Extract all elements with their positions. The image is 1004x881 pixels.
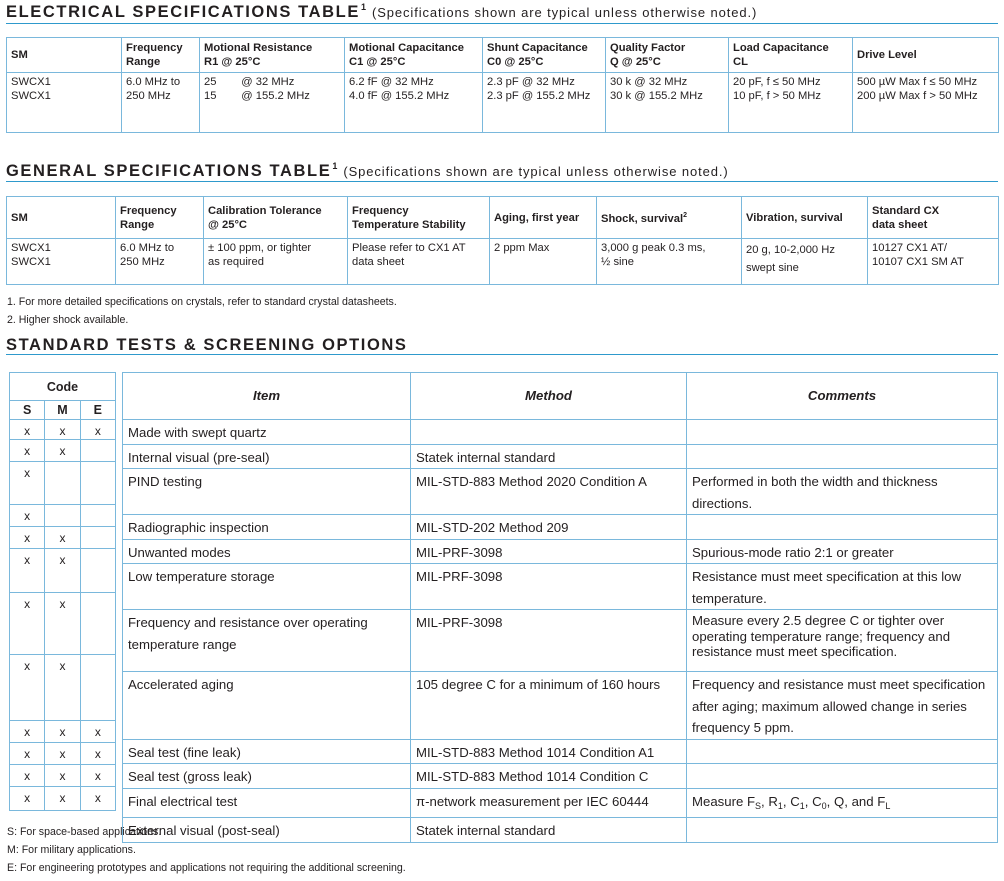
tests-cell-comments: Spurious-mode ratio 2:1 or greater	[687, 539, 998, 564]
cell-shunt-capacitance: 2.3 pF @ 32 MHz 2.3 pF @ 155.2 MHz	[483, 73, 606, 133]
tests-cell-comments	[687, 515, 998, 540]
electrical-spec-table	[6, 37, 999, 133]
code-row	[10, 787, 116, 811]
tests-cell-comments	[687, 444, 998, 469]
cell-frequency-temp-stability: Please refer to CX1 AT data sheet	[348, 239, 490, 285]
tests-cell-comments: Measure $F_S$, $R_1$, $C_1$, $C_0$, Q, and $F_L$	[687, 788, 998, 818]
legend-m: M: For military applications.	[7, 844, 136, 856]
header-load-capacitance: Load Capacitance CL	[729, 38, 853, 73]
tests-cell-method: MIL-PRF-3098	[411, 564, 687, 610]
tests-row	[123, 444, 998, 469]
tests-cell-comments: Measure every 2.5 degree C or tighter over operating temperature range; frequency and resistance must meet specification.	[687, 610, 998, 672]
tests-header-row	[123, 373, 998, 420]
code-cell-s: x	[10, 787, 45, 811]
cell-standard-cx: 10127 CX1 AT/ 10107 CX1 SM AT	[868, 239, 999, 285]
code-cell-m: x	[45, 765, 80, 787]
code-row	[10, 743, 116, 765]
header-motional-resistance: Motional Resistance R1 @ 25°C	[200, 38, 345, 73]
tests-cell-comments: Resistance must meet specification at this low temperature.	[687, 564, 998, 610]
tests-cell-item: Accelerated aging	[123, 672, 411, 740]
cell-quality-factor: 30 k @ 32 MHz 30 k @ 155.2 MHz	[606, 73, 729, 133]
electrical-header-row	[7, 38, 999, 73]
code-cell-m	[45, 462, 80, 505]
header-quality-factor: Quality Factor Q @ 25°C	[606, 38, 729, 73]
code-col-e: E	[80, 401, 115, 420]
code-col-m: M	[45, 401, 80, 420]
code-row	[10, 765, 116, 787]
code-cell-s: x	[10, 593, 45, 655]
code-cell-m: x	[45, 721, 80, 743]
code-cell-s: x	[10, 549, 45, 593]
general-header-row	[7, 197, 999, 239]
code-cell-m: x	[45, 527, 80, 549]
tests-row	[123, 539, 998, 564]
code-row	[10, 527, 116, 549]
general-spec-table	[6, 196, 999, 285]
tests-row	[123, 515, 998, 540]
tests-cell-comments: Frequency and resistance must meet specification after aging; maximum allowed change in series frequency 5 ppm.	[687, 672, 998, 740]
tests-cell-comments	[687, 739, 998, 764]
code-cell-e	[80, 549, 115, 593]
code-row	[10, 655, 116, 721]
tests-cell-item: Internal visual (pre-seal)	[123, 444, 411, 469]
header-frequency-temp-stability: Frequency Temperature Stability	[348, 197, 490, 239]
electrical-section-title: ELECTRICAL SPECIFICATIONS TABLE$^1$ (Specifications shown are typical unless otherwise noted.)	[6, 2, 758, 21]
code-cell-s: x	[10, 505, 45, 527]
code-cell-e	[80, 440, 115, 462]
legend-e: E: For engineering prototypes and applications not requiring the additional screening.	[7, 862, 406, 874]
code-row	[10, 420, 116, 440]
code-cell-e: x	[80, 721, 115, 743]
cell-frequency-range: 6.0 MHz to 250 MHz	[116, 239, 204, 285]
header-item: Item	[123, 373, 411, 420]
tests-cell-item: Radiographic inspection	[123, 515, 411, 540]
cell-sm: SWCX1 SWCX1	[7, 239, 116, 285]
tests-row	[123, 564, 998, 610]
tests-cell-method: 105 degree C for a minimum of 160 hours	[411, 672, 687, 740]
code-cell-e	[80, 593, 115, 655]
code-cell-m: x	[45, 787, 80, 811]
code-cell-e: x	[80, 420, 115, 440]
tests-row	[123, 739, 998, 764]
footnote-2: 2. Higher shock available.	[7, 314, 129, 326]
tests-cell-comments	[687, 764, 998, 789]
tests-cell-item: PIND testing	[123, 469, 411, 515]
tests-cell-method: MIL-PRF-3098	[411, 539, 687, 564]
tests-cell-item: Seal test (fine leak)	[123, 739, 411, 764]
cell-sm: SWCX1 SWCX1	[7, 73, 122, 133]
tests-section-title: STANDARD TESTS & SCREENING OPTIONS	[6, 336, 408, 354]
general-data-row	[7, 239, 999, 285]
tests-row	[123, 788, 998, 818]
tests-cell-item: Unwanted modes	[123, 539, 411, 564]
code-row	[10, 462, 116, 505]
code-cell-e	[80, 462, 115, 505]
header-shunt-capacitance: Shunt Capacitance C0 @ 25°C	[483, 38, 606, 73]
code-cell-m: x	[45, 549, 80, 593]
header-calibration-tolerance: Calibration Tolerance @ 25°C	[204, 197, 348, 239]
cell-calibration-tolerance: ± 100 ppm, or tighter as required	[204, 239, 348, 285]
cell-shock: 3,000 g peak 0.3 ms, ½ sine	[597, 239, 742, 285]
tests-title-rule	[6, 354, 998, 355]
tests-cell-method: MIL-STD-202 Method 209	[411, 515, 687, 540]
code-cell-s: x	[10, 743, 45, 765]
code-cell-m: x	[45, 743, 80, 765]
tests-cell-comments: Performed in both the width and thickness directions.	[687, 469, 998, 515]
code-cell-s: x	[10, 721, 45, 743]
code-cell-e: x	[80, 743, 115, 765]
code-cell-m	[45, 505, 80, 527]
tests-cell-method: MIL-PRF-3098	[411, 610, 687, 672]
code-col-s: S	[10, 401, 45, 420]
tests-cell-method: Statek internal standard	[411, 818, 687, 843]
code-cell-s: x	[10, 527, 45, 549]
header-method: Method	[411, 373, 687, 420]
tests-cell-method	[411, 420, 687, 445]
electrical-data-row	[7, 73, 999, 133]
header-sm: SM	[7, 38, 122, 73]
tests-cell-method: π-network measurement per IEC 60444	[411, 788, 687, 818]
tests-cell-comments	[687, 420, 998, 445]
tests-row	[123, 420, 998, 445]
code-cell-s: x	[10, 765, 45, 787]
cell-drive-level: 500 µW Max f ≤ 50 MHz 200 µW Max f > 50 MHz	[853, 73, 999, 133]
tests-row	[123, 764, 998, 789]
code-row	[10, 440, 116, 462]
code-row	[10, 721, 116, 743]
cell-vibration: 20 g, 10-2,000 Hz swept sine	[742, 239, 868, 285]
cell-load-capacitance: 20 pF, f ≤ 50 MHz 10 pF, f > 50 MHz	[729, 73, 853, 133]
code-header: Code	[10, 373, 116, 401]
tests-cell-item: Low temperature storage	[123, 564, 411, 610]
code-cell-e	[80, 655, 115, 721]
tests-cell-method: MIL-STD-883 Method 1014 Condition A1	[411, 739, 687, 764]
tests-table	[122, 372, 998, 843]
cell-motional-resistance: 25 @ 32 MHz 15 @ 155.2 MHz	[200, 73, 345, 133]
cell-frequency-range: 6.0 MHz to 250 MHz	[122, 73, 200, 133]
tests-cell-item: Made with swept quartz	[123, 420, 411, 445]
tests-row	[123, 818, 998, 843]
code-cell-s: x	[10, 462, 45, 505]
header-frequency-range: Frequency Range	[122, 38, 200, 73]
cell-motional-capacitance: 6.2 fF @ 32 MHz 4.0 fF @ 155.2 MHz	[345, 73, 483, 133]
code-cell-s: x	[10, 655, 45, 721]
code-cell-m: x	[45, 440, 80, 462]
code-cell-e	[80, 527, 115, 549]
tests-cell-item: External visual (post-seal)	[123, 818, 411, 843]
code-row	[10, 505, 116, 527]
tests-cell-method: Statek internal standard	[411, 444, 687, 469]
tests-cell-item: Final electrical test	[123, 788, 411, 818]
general-title-rule	[6, 181, 998, 182]
cell-aging: 2 ppm Max	[490, 239, 597, 285]
header-aging: Aging, first year	[490, 197, 597, 239]
electrical-title-rule	[6, 23, 998, 24]
tests-cell-item: Frequency and resistance over operating temperature range	[123, 610, 411, 672]
code-cell-m: x	[45, 420, 80, 440]
tests-cell-item: Seal test (gross leak)	[123, 764, 411, 789]
code-row	[10, 593, 116, 655]
code-cell-s: x	[10, 420, 45, 440]
header-sm: SM	[7, 197, 116, 239]
code-cell-m: x	[45, 655, 80, 721]
tests-row	[123, 469, 998, 515]
header-comments: Comments	[687, 373, 998, 420]
footnote-1: 1. For more detailed specifications on crystals, refer to standard crystal datasheets.	[7, 296, 397, 308]
header-standard-cx: Standard CX data sheet	[868, 197, 999, 239]
code-cell-e: x	[80, 787, 115, 811]
tests-cell-comments	[687, 818, 998, 843]
legend-s: S: For space-based applications.	[7, 826, 162, 838]
header-vibration: Vibration, survival	[742, 197, 868, 239]
code-cell-e	[80, 505, 115, 527]
header-frequency-range: Frequency Range	[116, 197, 204, 239]
tests-row	[123, 610, 998, 672]
code-table	[9, 372, 116, 811]
general-section-title: GENERAL SPECIFICATIONS TABLE$^1$ (Specifications shown are typical unless otherwise noted.)	[6, 161, 729, 180]
tests-cell-method: MIL-STD-883 Method 1014 Condition C	[411, 764, 687, 789]
tests-cell-method: MIL-STD-883 Method 2020 Condition A	[411, 469, 687, 515]
code-cell-s: x	[10, 440, 45, 462]
header-drive-level: Drive Level	[853, 38, 999, 73]
tests-row	[123, 672, 998, 740]
code-row	[10, 549, 116, 593]
header-shock: Shock, survival$^2$	[597, 197, 742, 239]
code-cell-e: x	[80, 765, 115, 787]
code-cell-m: x	[45, 593, 80, 655]
header-motional-capacitance: Motional Capacitance C1 @ 25°C	[345, 38, 483, 73]
